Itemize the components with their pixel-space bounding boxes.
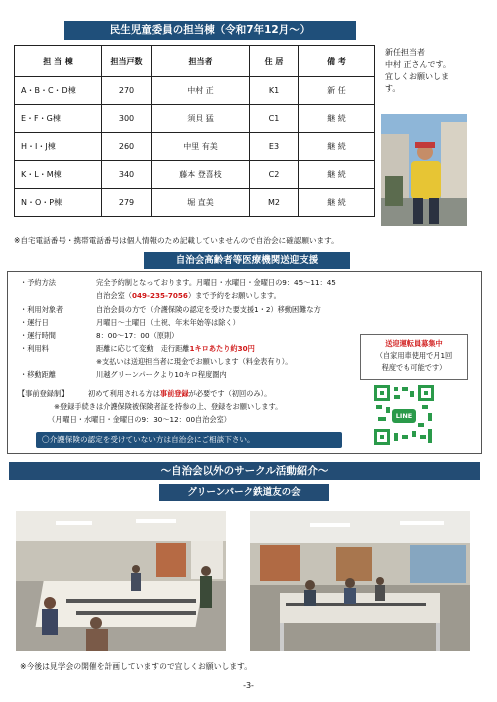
registration-line-1: 初めて利用される方は事前登録が必要です（初回のみ）。 <box>88 389 272 398</box>
section3-title: ～自治会以外のサークル活動紹介～ <box>9 462 480 480</box>
table-header-row <box>15 46 375 77</box>
driver-recruit-line: （自家用車使用で月1回 <box>375 351 453 360</box>
line-qr-code[interactable] <box>372 383 436 447</box>
cell-person: 堀 直美 <box>152 189 250 217</box>
cell-person: 中村 正 <box>152 77 250 105</box>
driver-recruit-title: 送迎運転員募集中 <box>385 339 443 348</box>
cell-person: 須貝 猛 <box>152 105 250 133</box>
table-row <box>15 161 375 189</box>
club-photo-right <box>250 511 470 651</box>
value-service-days: 月曜日～土曜日（土祝、年末年始等は除く） <box>96 318 240 327</box>
registration-line-2: ※登録手続きは介護保険被保険者証を持参の上、登録をお願いします。 <box>54 402 283 411</box>
value-reservation-2: 自治会室（049-235-7056）まで予約をお願いします。 <box>96 291 281 300</box>
club-photo-left <box>16 511 226 651</box>
value-fee-1: 距離に応じて変動 走行距離1キロあたり約30円 <box>96 344 255 353</box>
cell-households: 279 <box>102 189 152 217</box>
page-number: -3- <box>243 681 254 690</box>
cell-residence: M2 <box>250 189 299 217</box>
driver-recruit-box <box>360 334 468 380</box>
cell-residence: C2 <box>250 161 299 189</box>
label-reservation: ・予約方法 <box>20 278 56 287</box>
section1-title: 民生児童委員の担当棟（令和7年12月～） <box>64 21 356 40</box>
note-line: 宜しくお願いしま <box>385 72 449 81</box>
registration-label: 【事前登録制】 <box>18 389 69 398</box>
cell-note: 継 続 <box>299 189 375 217</box>
cell-residence: K1 <box>250 77 299 105</box>
value-service-hours: 8：00～17：00（原則） <box>96 331 179 340</box>
new-person-photo <box>381 114 467 226</box>
table-row <box>15 77 375 105</box>
cell-building: A・B・C・D棟 <box>15 77 102 105</box>
label-service-days: ・運行日 <box>20 318 49 327</box>
note-line: 新任担当者 <box>385 48 425 57</box>
note-line: 中村 正さんです。 <box>385 60 451 69</box>
cell-note: 継 続 <box>299 105 375 133</box>
cell-person: 中里 有美 <box>152 133 250 161</box>
header-note: 備 考 <box>299 46 375 77</box>
cell-person: 藤本 登喜枝 <box>152 161 250 189</box>
value-distance: 川越グリーンパークより10キロ程度圏内 <box>96 370 227 379</box>
table-row <box>15 133 375 161</box>
cell-households: 270 <box>102 77 152 105</box>
section1-footnote: ※自宅電話番号・携帯電話番号は個人情報のため記載していませんので自治会に確認願います。 <box>14 236 339 245</box>
cell-note: 継 続 <box>299 133 375 161</box>
section3-subtitle: グリーンパーク鉄道友の会 <box>159 484 329 501</box>
label-service-hours: ・運行時間 <box>20 331 56 340</box>
transport-box <box>7 271 482 454</box>
cell-note: 継 続 <box>299 161 375 189</box>
value-fee-2: ※支払いは送迎担当者に現金でお願いします（料金表有り）。 <box>96 357 293 366</box>
cell-building: K・L・M棟 <box>15 161 102 189</box>
value-eligible: 自治会員の方で（介護保険の認定を受けた要支援1・2）移動困難な方 <box>96 305 321 314</box>
value-reservation-1: 完全予約制となっております。月曜日・水曜日・金曜日の9：45～11：45 <box>96 278 336 287</box>
label-distance: ・移動距離 <box>20 370 56 379</box>
cell-residence: E3 <box>250 133 299 161</box>
phone-number: 049-235-7056 <box>131 291 188 300</box>
committee-table <box>14 45 375 217</box>
table-row <box>15 105 375 133</box>
section3-footnote: ※今後は見学会の開催を計画していますので宜しくお願いします。 <box>20 662 253 671</box>
header-residence: 住 居 <box>250 46 299 77</box>
label-fee: ・利用料 <box>20 344 49 353</box>
cell-building: N・O・P棟 <box>15 189 102 217</box>
cell-building: H・I・J棟 <box>15 133 102 161</box>
cell-note: 新 任 <box>299 77 375 105</box>
label-eligible: ・利用対象者 <box>20 305 64 314</box>
cell-building: E・F・G棟 <box>15 105 102 133</box>
qr-line-label: LINE <box>395 412 413 420</box>
header-person: 担当者 <box>152 46 250 77</box>
fare-rate: 1キロあたり約30円 <box>189 344 255 353</box>
table-row <box>15 189 375 217</box>
cell-households: 340 <box>102 161 152 189</box>
note-line: す。 <box>385 84 401 93</box>
driver-recruit-line: 程度でも可能です） <box>381 363 447 372</box>
section2-title: 自治会高齢者等医療機関送迎支援 <box>144 252 350 269</box>
cell-households: 260 <box>102 133 152 161</box>
cell-households: 300 <box>102 105 152 133</box>
cell-residence: C1 <box>250 105 299 133</box>
registration-line-3: （月曜日・水曜日・金曜日の9：30～12：00自治会室） <box>48 415 231 424</box>
header-building: 担 当 棟 <box>15 46 102 77</box>
header-households: 担当戸数 <box>102 46 152 77</box>
registration-red: 事前登録 <box>159 389 189 398</box>
consult-notice: 〇介護保険の認定を受けていない方は自治会にご相談下さい。 <box>36 432 342 448</box>
new-person-note <box>385 47 493 95</box>
